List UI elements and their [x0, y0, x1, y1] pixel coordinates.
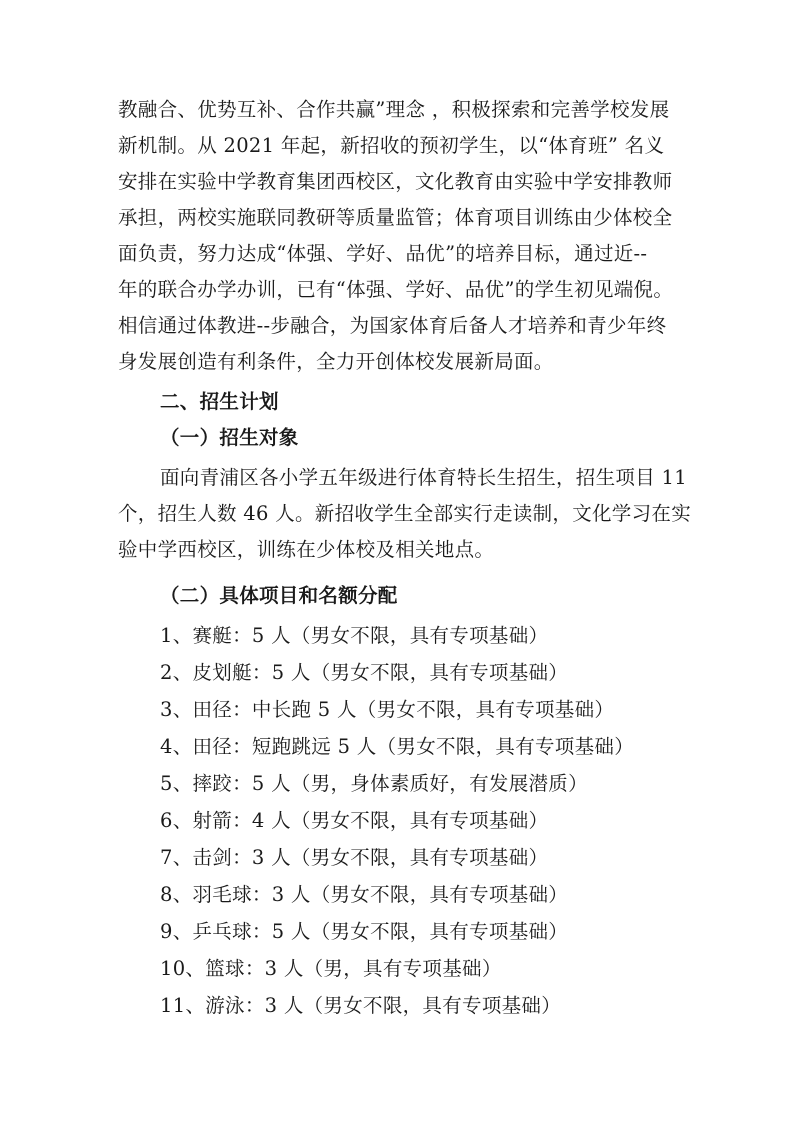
intro-line-8: 身发展创造有利条件，全力开创体校发展新局面。: [118, 350, 554, 373]
intro-line-1: 教融合、优势互补、合作共赢”理念 ，积极探索和完善学校发展: [118, 98, 670, 121]
quota-item: 1、赛艇：5 人（男女不限，具有专项基础）: [160, 624, 549, 647]
intro-line-7: 相信通过体教进--步融合，为国家体育后备人才培养和青少年终: [118, 314, 667, 337]
quota-item: 7、击剑：3 人（男女不限，具有专项基础）: [160, 846, 549, 869]
intro-line-2: 新机制。从 2021 年起，新招收的预初学生，以“体育班” 名义: [118, 134, 665, 157]
quota-item: 11、游泳：3 人（男女不限，具有专项基础）: [160, 994, 562, 1017]
quota-item: 5、摔跤：5 人（男，身体素质好，有发展潜质）: [160, 772, 588, 795]
intro-line-4: 承担，两校实施联同教研等质量监管；体育项目训练由少体校全: [118, 206, 673, 229]
target-line-3: 验中学西校区，训练在少体校及相关地点。: [118, 538, 495, 561]
quota-item: 6、射箭：4 人（男女不限，具有专项基础）: [160, 809, 549, 832]
quota-item: 3、田径：中长跑 5 人（男女不限，具有专项基础）: [160, 698, 615, 721]
quota-item: 2、皮划艇：5 人（男女不限，具有专项基础）: [160, 661, 569, 684]
quota-item: 8、羽毛球：3 人（男女不限，具有专项基础）: [160, 883, 569, 906]
section-heading-plan: 二、招生计划: [160, 390, 279, 413]
intro-line-5: 面负责，努力达成“体强、学好、品优”的培养目标，通过近--: [118, 242, 648, 265]
target-line-1: 面向青浦区各小学五年级进行体育特长生招生，招生项目 11: [160, 466, 687, 489]
intro-line-6: 年的联合办学办训，已有“体强、学好、品优”的学生初见端倪。: [118, 278, 674, 301]
subsection-heading-quota: （二）具体项目和名额分配: [160, 584, 398, 607]
quota-item: 10、篮球：3 人（男，具有专项基础）: [160, 957, 502, 980]
intro-line-3: 安排在实验中学教育集团西校区，文化教育由实验中学安排教师: [118, 170, 673, 193]
target-line-2: 个，招生人数 46 人。新招收学生全部实行走读制，文化学习在实: [118, 502, 692, 525]
quota-item: 9、乒乓球：5 人（男女不限，具有专项基础）: [160, 920, 569, 943]
subsection-heading-target: （一）招生对象: [160, 426, 299, 449]
quota-item: 4、田径：短跑跳远 5 人（男女不限，具有专项基础）: [160, 735, 635, 758]
